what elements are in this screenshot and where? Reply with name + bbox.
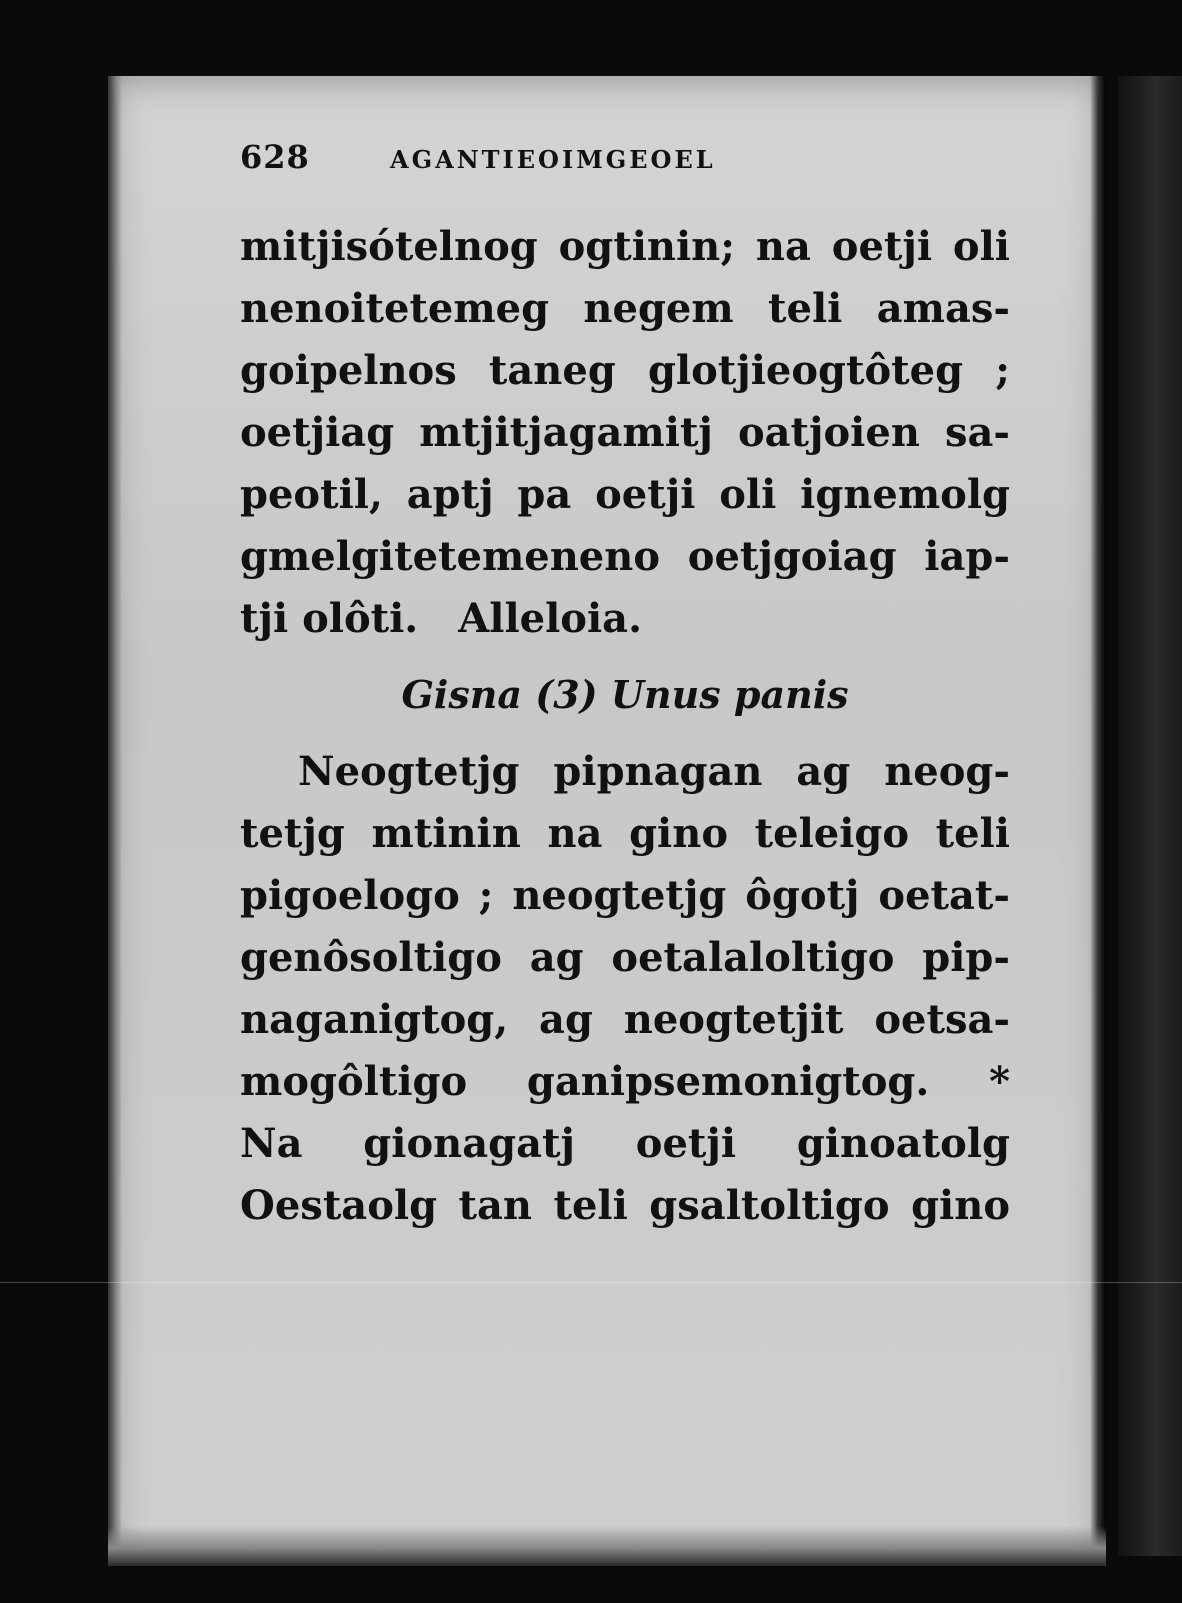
- text-line: Oestaolg tan teli gsaltoltigo gino: [240, 1182, 1010, 1229]
- closing-words: tji olôti.: [240, 595, 419, 642]
- text-line: naganigtog, ag neogtetjit oetsa-: [240, 996, 1010, 1043]
- running-title: AGANTIEOIMGEOEL: [390, 145, 716, 174]
- text-line: mitjisótelnog ogtinin; na oetji oli: [240, 223, 1010, 270]
- section-heading: Gisna (3) Unus panis: [401, 672, 849, 717]
- text-line: gmelgitetemeneno oetjgoiag iap-: [240, 533, 1010, 580]
- text-line: pigoelogo ; neogtetjg ôgotj oetat-: [240, 872, 1010, 919]
- scan-artifact-line: [0, 1282, 1182, 1283]
- text-line: oetjiag mtjitjagamitj oatjoien sa-: [240, 409, 1010, 456]
- page-number: 628: [240, 138, 310, 176]
- page-text: [240, 138, 1010, 1237]
- text-line: genôsoltigo ag oetalaloltigo pip-: [240, 934, 1010, 981]
- alleluia: Alleloia.: [458, 595, 643, 642]
- text-line: nenoitetemeg negem teli amas-: [240, 285, 1010, 332]
- text-line: Na gionagatj oetji ginoatolg: [240, 1120, 1010, 1167]
- page-shadow-left: [108, 76, 122, 1566]
- text-line: Neogtetjg pipnagan ag neog-: [298, 748, 1010, 795]
- page-shadow-right: [1090, 76, 1106, 1566]
- adjacent-page-edge: [1118, 76, 1182, 1556]
- text-line: mogôltigo ganipsemonigtog. *: [240, 1058, 1010, 1105]
- text-line-last: [240, 588, 1010, 650]
- text-line: peotil, aptj pa oetji oli ignemolg: [240, 471, 1010, 518]
- running-head: [240, 138, 1010, 176]
- text-line: goipelnos taneg glotjieogtôteg ;: [240, 347, 1010, 394]
- page-shadow-bottom: [108, 1526, 1106, 1566]
- text-line: tetjg mtinin na gino teleigo teli: [240, 810, 1010, 857]
- paragraph-1: [240, 216, 1010, 650]
- paragraph-2: [240, 741, 1010, 1237]
